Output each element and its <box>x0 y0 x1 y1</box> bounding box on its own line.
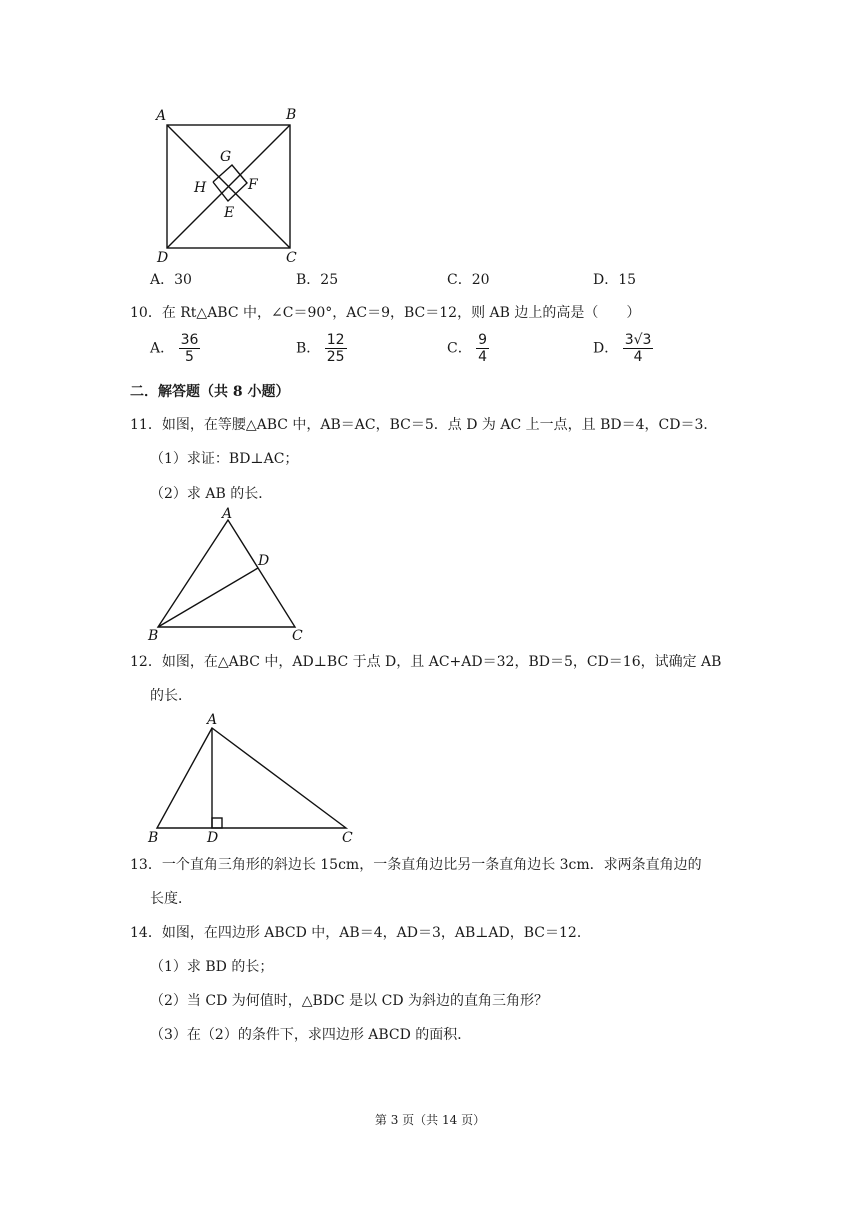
q11-label-c: C <box>292 628 303 644</box>
q11-sub1: （1）求证：BD⊥AC； <box>150 451 299 467</box>
q14-sub1: （1）求 BD 的长； <box>150 959 274 975</box>
triangle-abc <box>158 520 295 627</box>
q13-line2: 长度． <box>150 891 192 907</box>
page-footer: 第 3 页（共 14 页） <box>374 1113 486 1127</box>
q13-line1: 13．一个直角三角形的斜边长 15cm，一条直角边比另一条直角边长 3cm．求两条直角边的 <box>130 857 702 873</box>
q10-choice-b: B． $\frac{12}{25}$ <box>296 332 345 365</box>
inner-square <box>213 165 247 201</box>
section-heading: 二．解答题（共 8 小题） <box>130 384 290 400</box>
triangle-figure-q11 <box>140 505 320 645</box>
q10-choice-d: D． $\frac{3√3}{4}$ <box>593 332 652 365</box>
q12-label-d: D <box>207 830 219 846</box>
q12-line2: 的长． <box>150 688 192 704</box>
triangle-abc-12 <box>157 728 346 828</box>
triangle-figure-q12 <box>140 708 360 848</box>
label-e: E <box>224 205 235 221</box>
label-c: C <box>286 250 297 266</box>
q12-label-b: B <box>148 830 159 846</box>
label-g: G <box>220 149 232 165</box>
label-b: B <box>286 107 297 123</box>
q9-choice-c: C．20 <box>447 272 490 288</box>
q14-sub2: （2）当 CD 为何值时，△BDC 是以 CD 为斜边的直角三角形？ <box>150 993 549 1009</box>
q11-label-a: A <box>222 506 233 522</box>
q14-text: 14．如图，在四边形 ABCD 中，AB＝4，AD＝3，AB⊥AD，BC＝12． <box>130 925 591 941</box>
q10-choice-a: A． $\frac{36}{5}$ <box>150 332 199 365</box>
segment-bd <box>158 568 258 627</box>
label-f: F <box>248 177 258 193</box>
q9-choice-a: A．30 <box>150 272 192 288</box>
label-d: D <box>157 250 169 266</box>
q10-choice-c: C． $\frac{9}{4}$ <box>447 332 488 365</box>
q11-text: 11．如图，在等腰△ABC 中，AB＝AC，BC＝5．点 D 为 AC 上一点，且 BD＝4，CD＝3． <box>130 417 718 433</box>
q11-label-b: B <box>148 628 159 644</box>
q11-sub2: （2）求 AB 的长． <box>150 486 273 502</box>
q14-sub3: （3）在（2）的条件下，求四边形 ABCD 的面积． <box>150 1027 472 1043</box>
label-a: A <box>156 108 167 124</box>
square-figure <box>150 100 310 270</box>
q9-choice-b: B．25 <box>296 272 339 288</box>
q11-label-d: D <box>258 553 270 569</box>
q10-text: 10．在 Rt△ABC 中，∠C＝90°，AC＝9，BC＝12，则 AB 边上的高是（ ） <box>130 305 641 321</box>
right-angle-mark <box>212 818 222 828</box>
q12-label-c: C <box>342 830 353 846</box>
q12-label-a: A <box>207 712 218 728</box>
q12-line1: 12．如图，在△ABC 中，AD⊥BC 于点 D，且 AC+AD＝32，BD＝5，CD＝16，试确定 AB <box>130 654 722 670</box>
q9-choice-d: D．15 <box>593 272 637 288</box>
label-h: H <box>194 180 207 196</box>
